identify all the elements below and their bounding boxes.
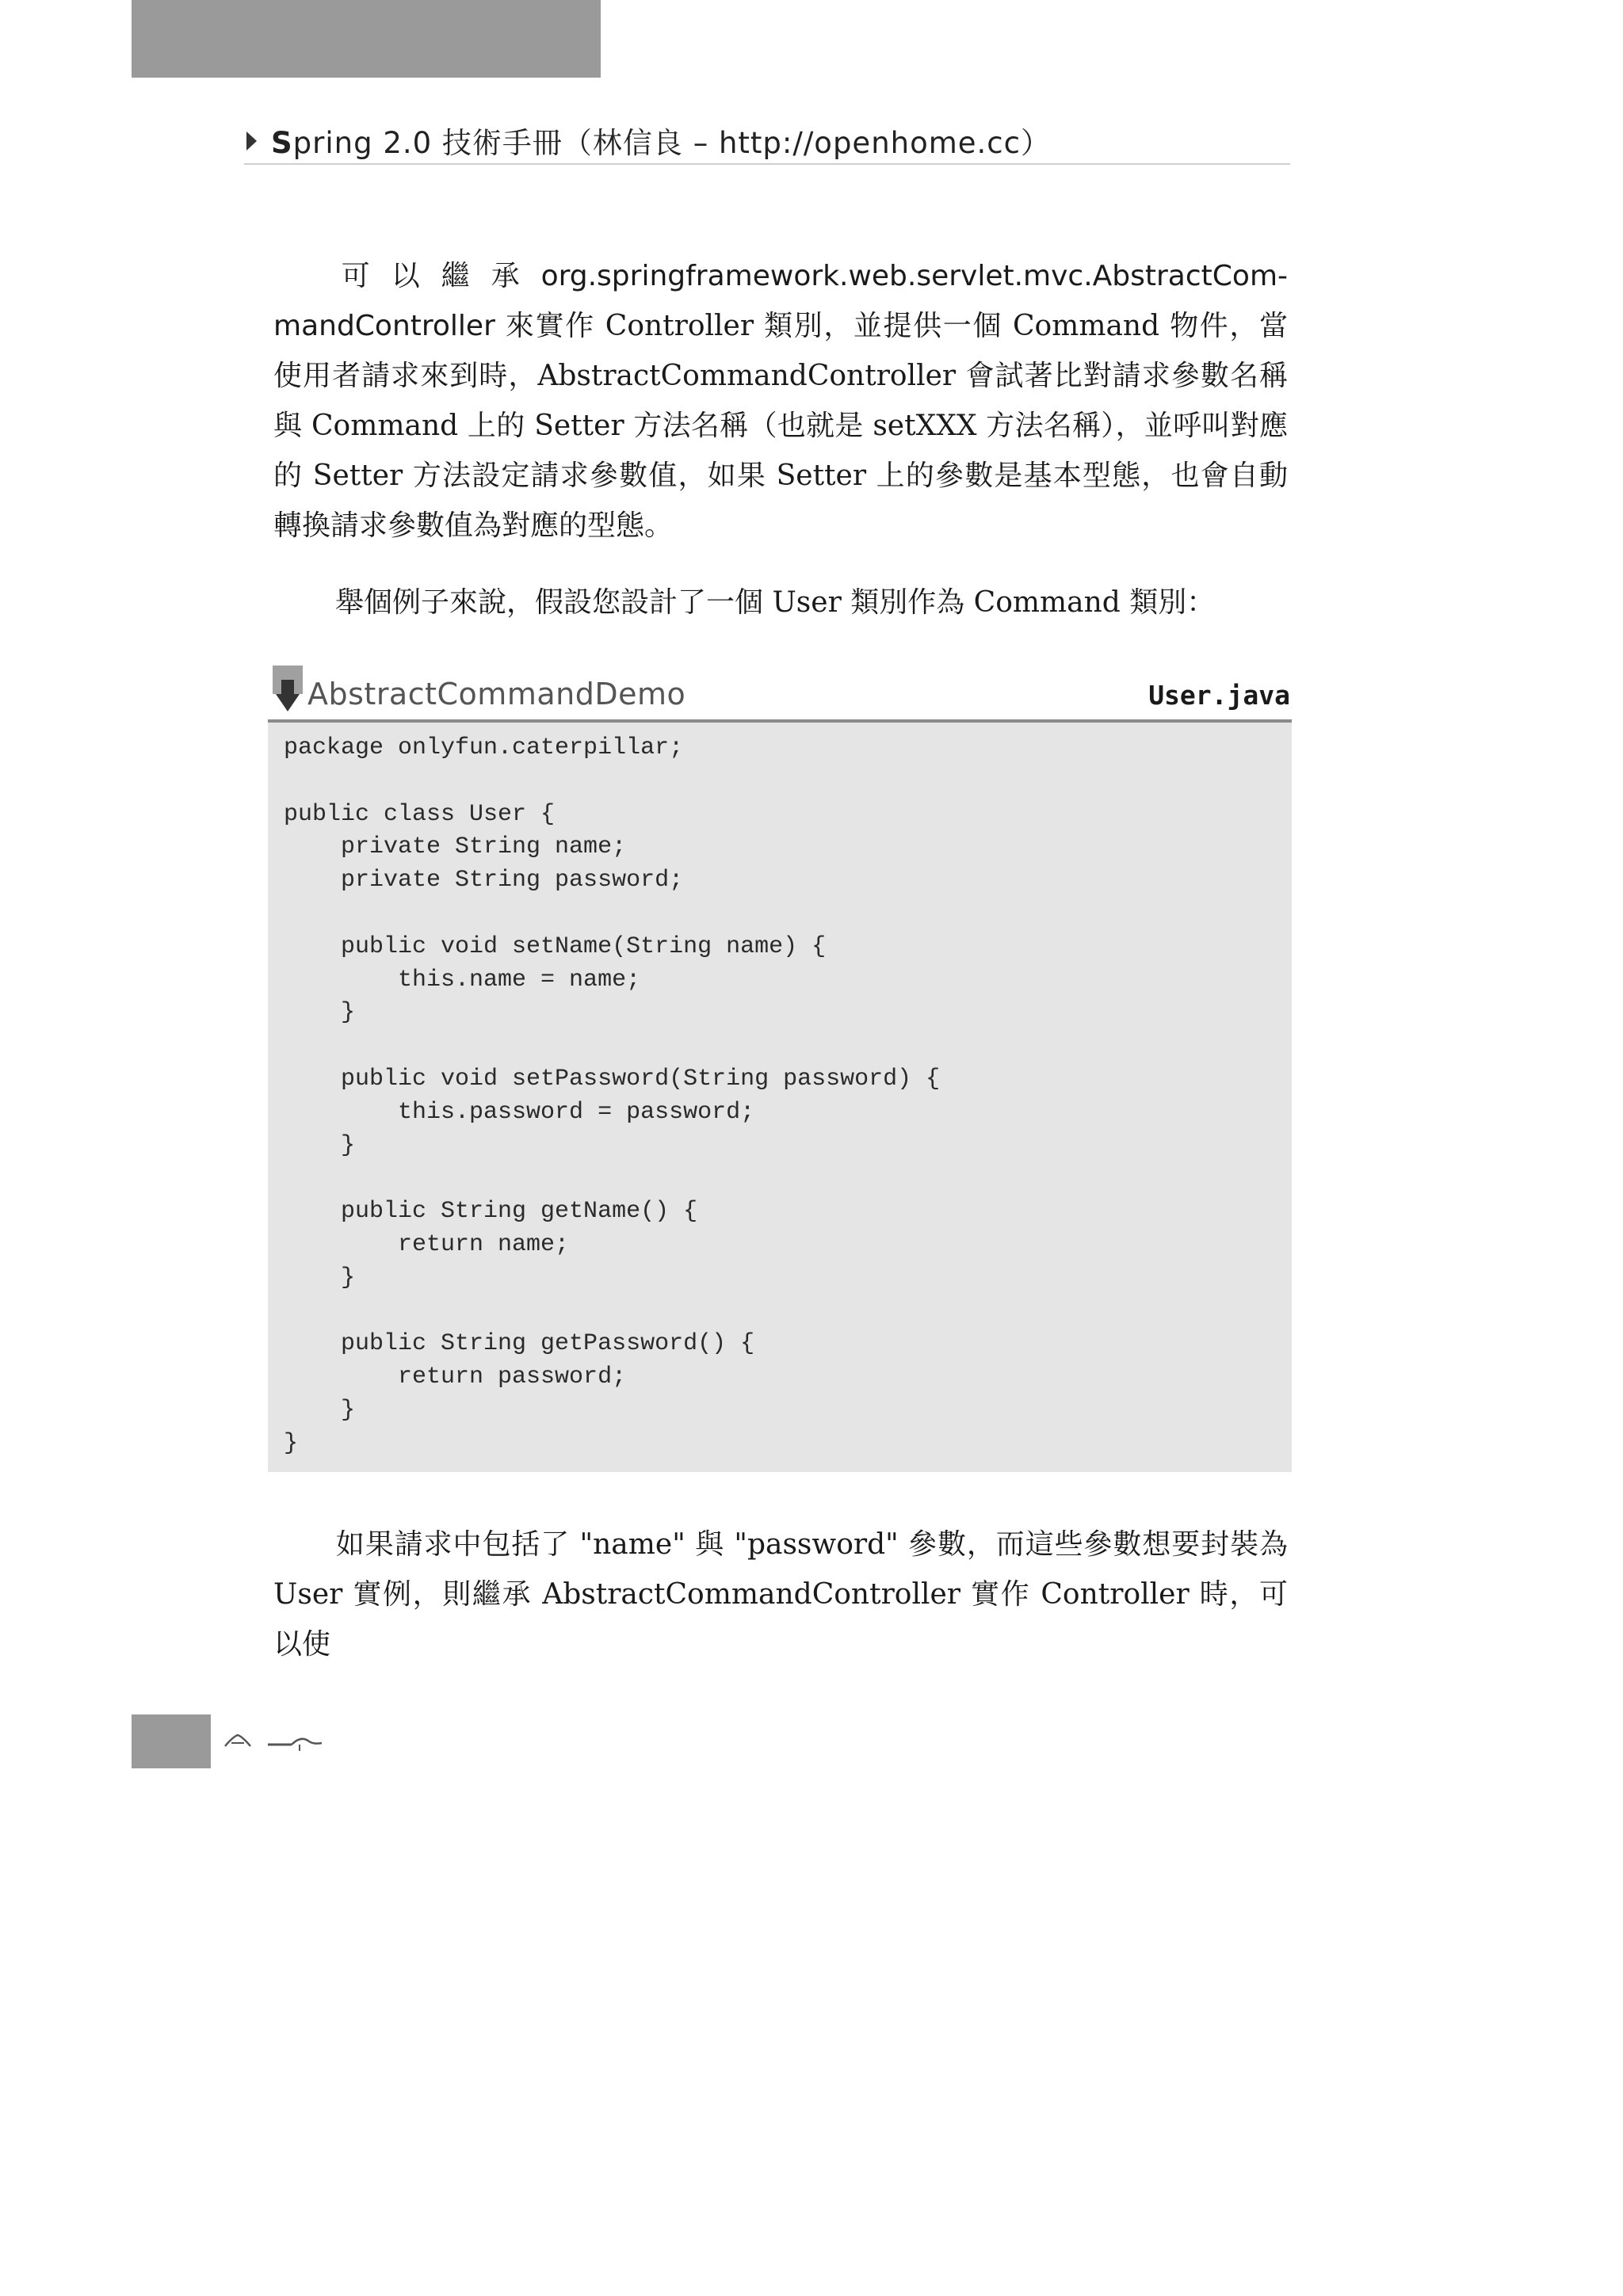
code-listing-header <box>268 662 1292 723</box>
intro-paragraph <box>273 251 1288 551</box>
project-name: AbstractCommandDemo <box>307 677 686 711</box>
closing-paragraph: 如果請求中包括了 "name" 與 "password" 參數，而這些參數想要封裝為 User 實例，則繼承 AbstractCommandController 實作 Controller 時，可以使 <box>273 1528 1288 1661</box>
example-paragraph: 舉個例子來說，假設您設計了一個 User 類別作為 Command 類別： <box>335 586 1216 619</box>
file-name: User.java <box>1148 680 1290 711</box>
book-title: Spring 2.0 技術手冊（林信良 – http://openhome.cc） <box>271 126 1051 160</box>
class-path-text: org.springframework.web.servlet.mvc.AbstractCom-mandController <box>273 260 1288 342</box>
header-arrow-icon <box>246 132 257 151</box>
top-page-tab <box>132 0 601 78</box>
running-header <box>244 117 1290 165</box>
code-text: package onlyfun.caterpillar; public class User { private String name; private String password; public void setName(String name) { this.name = name; } public void setPassword(String password) { this.password = password; } public String getName() { return name; } public String getPassword() { return password; } } <box>284 734 941 1457</box>
page-number-glyph <box>222 1726 325 1757</box>
intro-text-lead: 可 以 繼 承 <box>335 260 541 292</box>
intro-text-body: 來實作 Controller 類別，並提供一個 Command 物件，當使用者請求來到時，AbstractCommandController 會試著比對請求參數名稱與 Command 上的 Setter 方法名稱（也就是 setXXX 方法名稱），並呼叫對應的 Setter 方法設定請求參數值，如果 Setter 上的參數是基本型態，也會自動轉換請求參數值為對應的型態。 <box>273 310 1288 542</box>
code-listing <box>268 723 1292 1472</box>
download-icon <box>273 666 303 716</box>
bottom-page-tab <box>132 1714 211 1768</box>
